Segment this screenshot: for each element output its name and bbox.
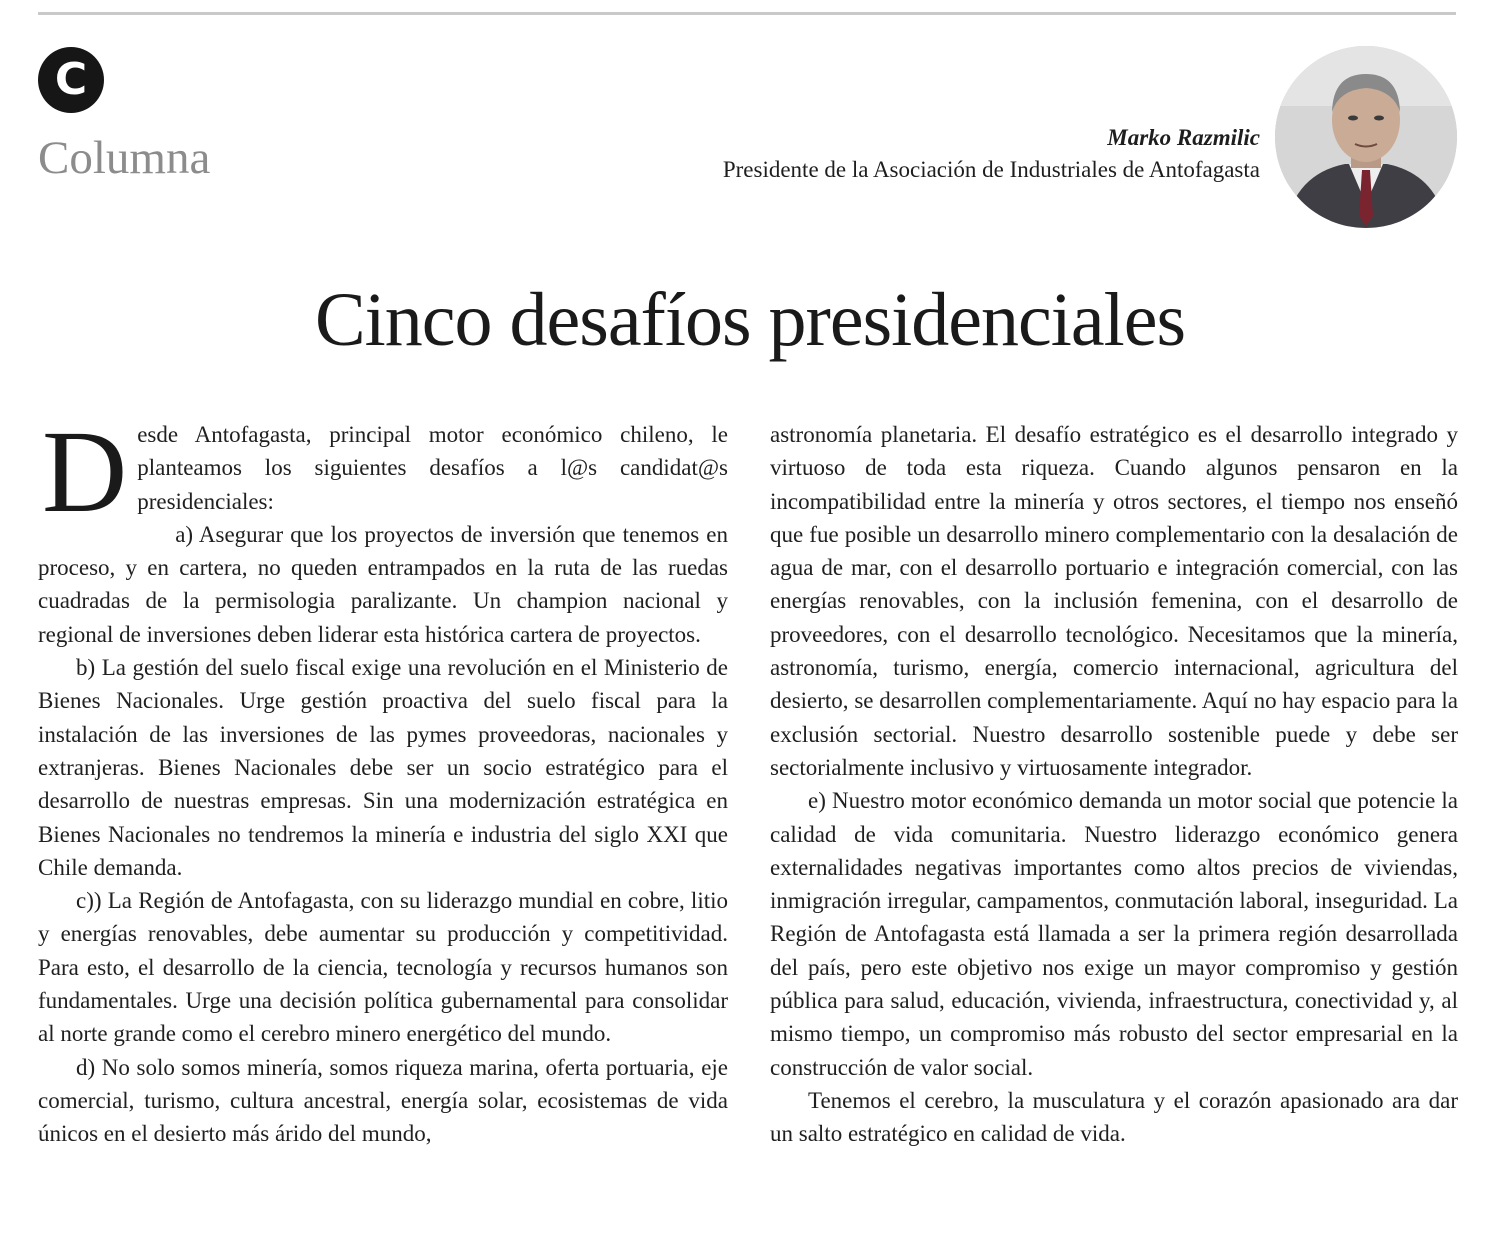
paragraph-d-start: d) No solo somos minería, somos riqueza marina, oferta portuaria, eje comercial, turismo, cultura ancestral, energía solar, ecosistemas de vida únicos en el desierto más árido del mundo, bbox=[38, 1054, 728, 1147]
author-portrait-icon bbox=[1275, 46, 1457, 228]
author-photo bbox=[1275, 46, 1457, 228]
paragraph-intro bbox=[38, 418, 728, 537]
paragraph-e: e) Nuestro motor económico demanda un motor social que potencie la calidad de vida comunitaria. Nuestro liderazgo económico genera externalidades negativas importantes como altos precios de viviendas, inmigración irregular, campamentos, conmutación laboral, inseguridad. La Región de Antofagasta está llamada a ser la primera región desarrollada del país, pero este objetivo nos exige un mayor compromiso y gestión pública para salud, educación, vivienda, infraestructura, conectividad y, al mismo tiempo, un compromiso más robusto del sector empresarial en la construcción de valor social. bbox=[770, 788, 1458, 1080]
article-column-left bbox=[38, 418, 728, 1228]
article-column-right bbox=[770, 418, 1458, 1228]
author-name: Marko Razmilic bbox=[1107, 125, 1260, 150]
paragraph-d-continued: astronomía planetaria. El desafío estratégico es el desarrollo integrado y virtuoso de toda esta riqueza. Cuando algunos pensaron en la incompatibilidad entre la minería y otros sectores, el tiempo nos enseñó que fue posible un desarrollo minero complementario con la desalación de agua de mar, con el desarrollo portuario e integración comercial, con las energías renovables, con la inclusión femenina, con el desarrollo de proveedores, con el desarrollo tecnológico. Necesitamos que la minería, astronomía, turismo, energía, comercio internacional, agricultura del desierto, se desarrollen complementariamente. Aquí no hay espacio para la exclusión sectorial. Nuestro desarrollo sostenible puede y debe ser sectorialmente inclusivo y virtuosamente integrador. bbox=[770, 422, 1458, 780]
paragraph-intro-text: esde Antofagasta, principal motor económico chileno, le planteamos los siguientes desafíos a l@s candidat@s presidenciales: bbox=[137, 422, 728, 514]
article-headline: Cinco desafíos presidenciales bbox=[314, 278, 1186, 362]
section-label: Columna bbox=[38, 132, 211, 184]
top-divider bbox=[38, 12, 1456, 15]
drop-cap: D bbox=[42, 418, 128, 537]
author-role: Presidente de la Asociación de Industriales de Antofagasta bbox=[722, 157, 1260, 182]
paragraph-closing: Tenemos el cerebro, la musculatura y el corazón apasionado ara dar un salto estratégico en calidad de vida. bbox=[770, 1087, 1458, 1147]
paragraph-c: c)) La Región de Antofagasta, con su liderazgo mundial en cobre, litio y energías renovables, debe aumentar su producción y competitividad. Para esto, el desarrollo de la ciencia, tecnología y recursos humanos son fundamentales. Urge una decisión política gubernamental para consolidar al norte grande como el cerebro minero energético del mundo. bbox=[38, 888, 728, 1047]
paragraph-a: a) Asegurar que los proyectos de inversión que tenemos en proceso, y en cartera, no queden entrampados en la ruta de las ruedas cuadradas de la permisologia paralizante. Un champion nacional y regional de inversiones deben liderar esta histórica cartera de proyectos. bbox=[38, 521, 728, 647]
paragraph-b: b) La gestión del suelo fiscal exige una revolución en el Ministerio de Bienes Nacionales. Urge gestión proactiva del suelo fiscal para la instalación de las inversiones de las pymes proveedoras, nacionales y extranjeras. Bienes Nacionales debe ser un socio estratégico para el desarrollo de nuestras empresas. Sin una modernización estratégica en Bienes Nacionales no tendremos la minería e industria del siglo XXI que Chile demanda. bbox=[38, 655, 728, 880]
section-badge: C bbox=[38, 47, 104, 113]
